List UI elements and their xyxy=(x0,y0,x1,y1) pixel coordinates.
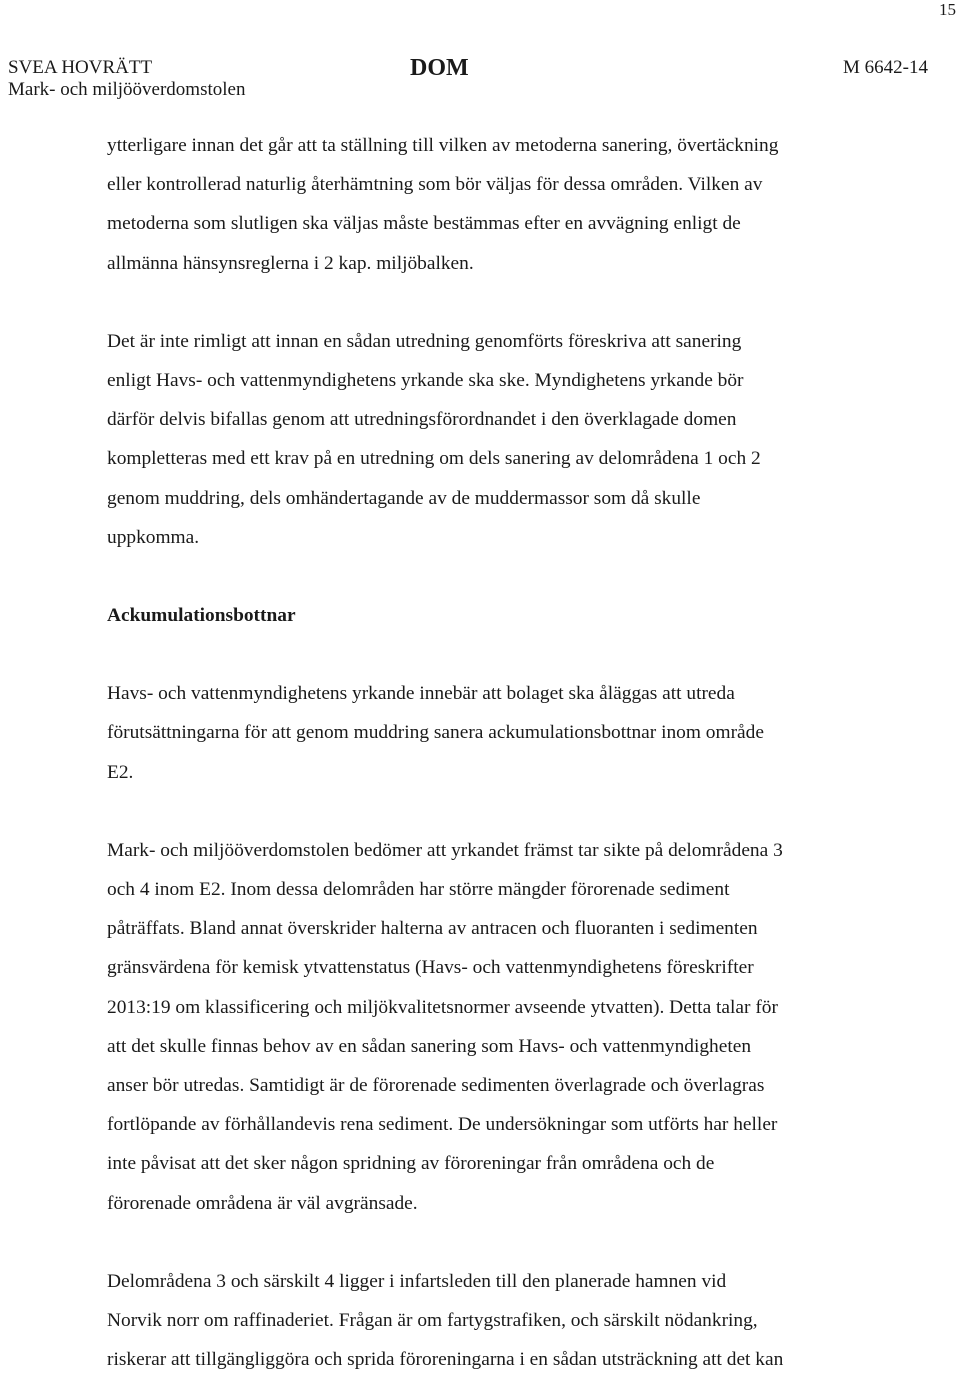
court-name: SVEA HOVRÄTT xyxy=(8,57,153,78)
page-number: 15 xyxy=(939,0,956,19)
document-body xyxy=(107,126,907,1379)
text-line: eller kontrollerad naturlig återhämtning som bör väljas för dessa områden. Vilken av xyxy=(107,174,763,196)
text-line: uppkomma. xyxy=(107,526,200,548)
text-line: anser bör utredas. Samtidigt är de förorenade sedimenten överlagrade och överlagras xyxy=(107,1075,765,1097)
document-type: DOM xyxy=(410,55,469,81)
paragraph xyxy=(107,322,907,557)
court-division: Mark- och miljööverdomstolen xyxy=(8,79,246,100)
text-line: fortlöpande av förhållandevis rena sediment. De undersökningar som utförts har heller xyxy=(107,1114,778,1136)
text-line: Norvik norr om raffinaderiet. Frågan är om fartygstrafiken, och särskilt nödankring, xyxy=(107,1310,758,1332)
text-line: inte påvisat att det sker någon spridning av föroreningar från områdena och de xyxy=(107,1153,715,1175)
court-block xyxy=(8,57,245,101)
text-line: att det skulle finnas behov av en sådan sanering som Havs- och vattenmyndigheten xyxy=(107,1035,752,1057)
text-line: kompletteras med ett krav på en utredning om dels sanering av delområdena 1 och 2 xyxy=(107,448,761,470)
text-line: Havs- och vattenmyndighetens yrkande innebär att bolaget ska åläggas att utreda xyxy=(107,683,735,705)
paragraph xyxy=(107,674,907,792)
case-number: M 6642-14 xyxy=(843,57,928,78)
text-line: och 4 inom E2. Inom dessa delområden har större mängder förorenade sediment xyxy=(107,879,730,901)
text-line: förorenade områdena är väl avgränsade. xyxy=(107,1192,418,1214)
text-line: E2. xyxy=(107,761,134,783)
text-line: enligt Havs- och vattenmyndighetens yrkande ska ske. Myndighetens yrkande bör xyxy=(107,370,744,392)
text-line: Delområdena 3 och särskilt 4 ligger i infartsleden till den planerade hamnen vid xyxy=(107,1270,727,1292)
document-header xyxy=(8,57,928,109)
text-line: Det är inte rimligt att innan en sådan utredning genomförts föreskriva att sanering xyxy=(107,330,742,352)
text-line: metoderna som slutligen ska väljas måste bestämmas efter en avvägning enligt de xyxy=(107,213,741,235)
section-heading: Ackumulationsbottnar xyxy=(107,605,296,627)
text-line: påträffats. Bland annat överskrider halterna av antracen och fluoranten i sedimenten xyxy=(107,918,758,940)
text-line: gränsvärdena för kemisk ytvattenstatus (Havs- och vattenmyndighetens föreskrifter xyxy=(107,957,754,979)
paragraph xyxy=(107,831,907,1223)
text-line: därför delvis bifallas genom att utredningsförordnandet i den överklagade domen xyxy=(107,409,737,431)
text-line: genom muddring, dels omhändertagande av de muddermassor som då skulle xyxy=(107,487,701,509)
text-line: ytterligare innan det går att ta ställning till vilken av metoderna sanering, övertäckning xyxy=(107,135,779,156)
text-line: förutsättningarna för att genom muddring sanera ackumulationsbottnar inom område xyxy=(107,722,764,744)
paragraph xyxy=(107,126,907,283)
text-line: Mark- och miljööverdomstolen bedömer att yrkandet främst tar sikte på delområdena 3 xyxy=(107,839,783,861)
paragraph xyxy=(107,1262,907,1379)
text-line: allmänna hänsynsreglerna i 2 kap. miljöbalken. xyxy=(107,252,474,274)
text-line: riskerar att tillgängliggöra och sprida föroreningarna i en sådan utsträckning att det kan xyxy=(107,1349,784,1371)
text-line: 2013:19 om klassificering och miljökvalitetsnormer avseende ytvatten). Detta talar för xyxy=(107,996,778,1018)
